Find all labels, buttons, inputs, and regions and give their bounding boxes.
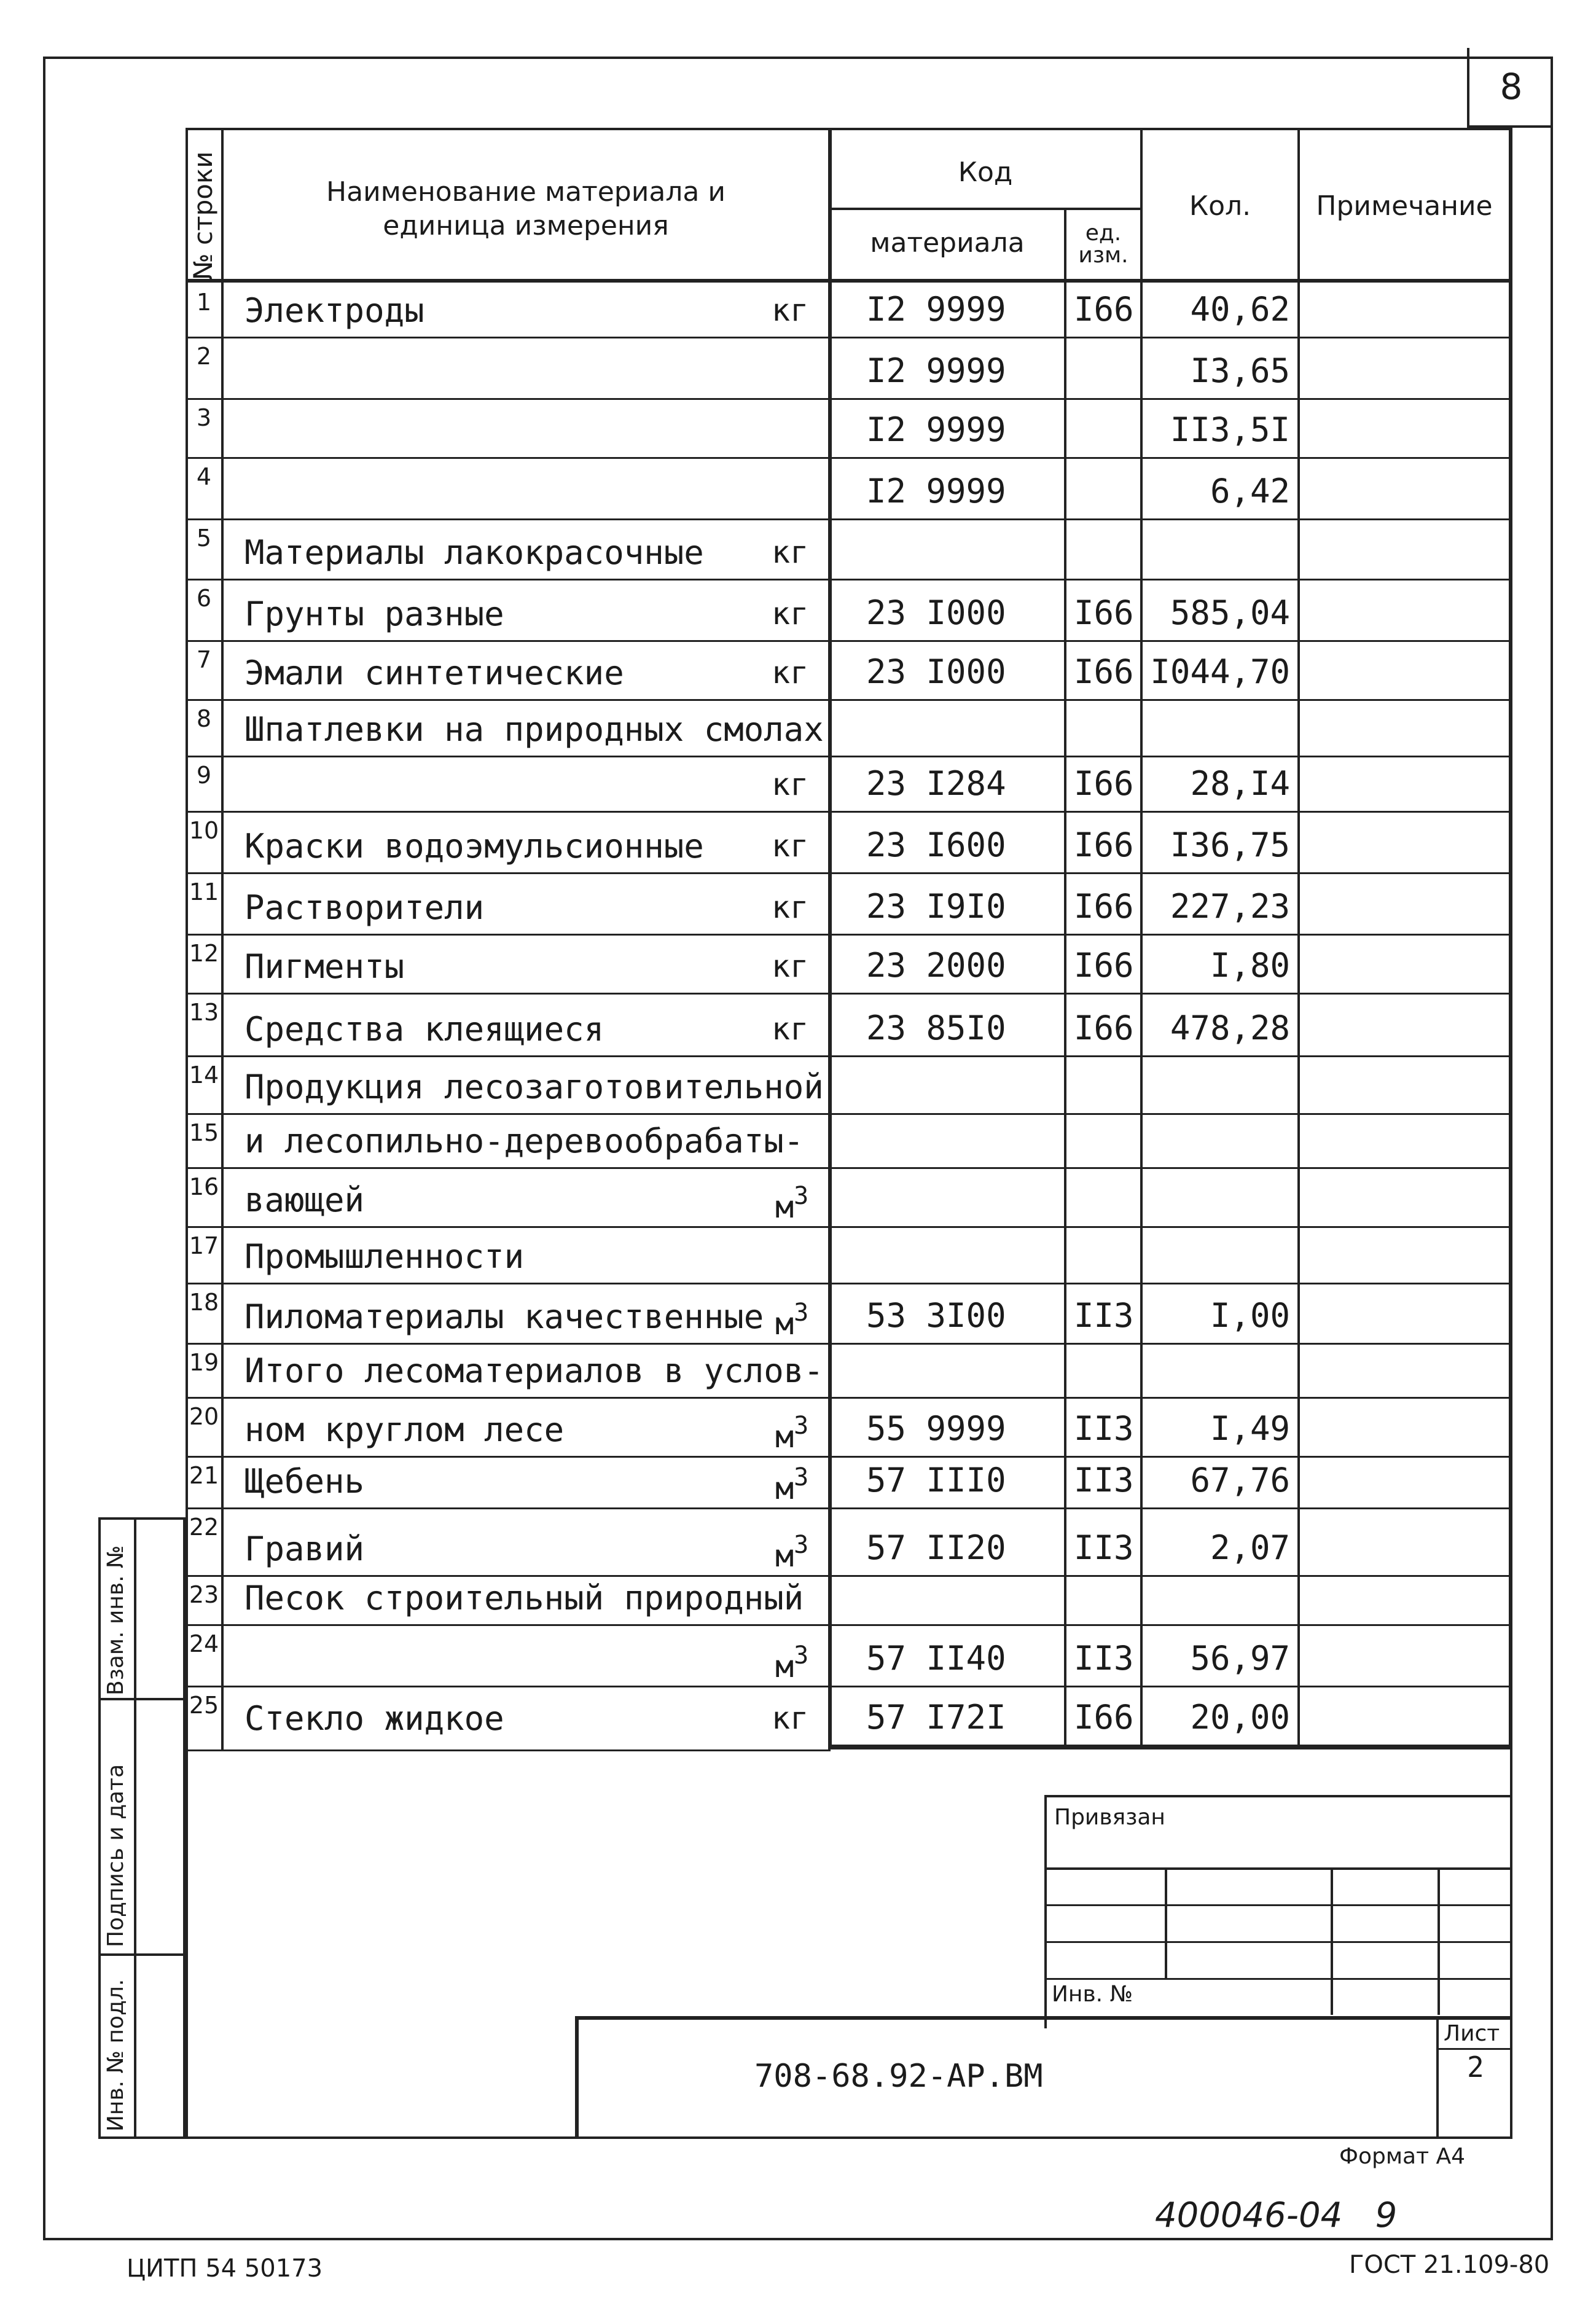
unit-of-measure (775, 1641, 808, 1684)
quantity: I,00 (1210, 1296, 1290, 1335)
quantity: 227,23 (1170, 887, 1290, 926)
row-number: 23 (189, 1581, 219, 1608)
unit-code: I66 (1074, 1698, 1134, 1737)
row-number: 15 (189, 1119, 219, 1146)
table-row (186, 1625, 1512, 1687)
quantity: I,49 (1210, 1409, 1290, 1448)
footer-left: ЦИТП 54 50173 (127, 2254, 323, 2283)
unit-text: кг (772, 292, 809, 328)
handwritten-number: 400046-04 9 (1155, 2195, 1398, 2235)
unit-text: кг (772, 948, 809, 984)
row-number: 13 (189, 999, 219, 1026)
row-number: 18 (189, 1289, 219, 1316)
row-number: 17 (189, 1232, 219, 1259)
material-name: Песок строительный природный (244, 1579, 804, 1617)
row-number: 10 (189, 817, 219, 844)
unit-code: I66 (1074, 946, 1134, 985)
unit-text: м (775, 1419, 794, 1455)
material-name: Гравий (244, 1530, 365, 1568)
unit-superscript: 3 (794, 1299, 809, 1327)
unit-of-measure (772, 534, 808, 570)
unit-of-measure (775, 1299, 808, 1342)
material-code: I2 9999 (866, 351, 1006, 390)
unit-code: II3 (1074, 1296, 1134, 1335)
unit-of-measure (772, 655, 808, 690)
material-code: 53 3I00 (866, 1296, 1006, 1335)
material-code: 23 I600 (866, 826, 1006, 864)
material-code: I2 9999 (866, 472, 1006, 510)
unit-code: I66 (1074, 290, 1134, 329)
row-number: 21 (189, 1462, 219, 1489)
unit-code: I66 (1074, 593, 1134, 632)
quantity: 585,04 (1170, 593, 1290, 632)
footer-right: ГОСТ 21.109-80 (1349, 2251, 1550, 2279)
material-name: Пиломатериалы качественные (244, 1297, 764, 1336)
material-code: I2 9999 (866, 410, 1006, 449)
unit-of-measure (772, 292, 808, 328)
quantity: I3,65 (1190, 351, 1290, 390)
document-code: 708-68.92-АР.ВМ (754, 2058, 1043, 2095)
row-number: 24 (189, 1630, 219, 1657)
unit-text: м (775, 1471, 794, 1506)
material-code: 23 2000 (866, 946, 1006, 985)
row-number: 4 (196, 463, 212, 490)
unit-text: кг (772, 1700, 809, 1736)
row-number: 1 (196, 289, 212, 316)
row-number: 20 (189, 1403, 219, 1430)
unit-text: кг (772, 534, 809, 570)
row-number: 3 (196, 404, 212, 431)
unit-code: II3 (1074, 1639, 1134, 1678)
material-name: ном круглом лесе (244, 1410, 565, 1449)
material-name: вающей (244, 1181, 365, 1219)
material-name: Шпатлевки на природных смолах (244, 710, 824, 749)
unit-of-measure (775, 1412, 808, 1455)
header-name (225, 166, 827, 252)
table-row (186, 458, 1512, 520)
material-code: 57 III0 (866, 1461, 1006, 1499)
material-name: Промышленности (244, 1237, 525, 1276)
material-code: 23 I284 (866, 764, 1006, 803)
unit-superscript: 3 (794, 1463, 809, 1491)
row-number: 19 (189, 1349, 219, 1376)
material-name: Щебень (244, 1462, 365, 1501)
unit-text: кг (772, 889, 809, 925)
row-number: 8 (196, 705, 212, 732)
quantity: 478,28 (1170, 1009, 1290, 1047)
row-number: 9 (196, 762, 212, 789)
material-code: 55 9999 (866, 1409, 1006, 1448)
unit-of-measure (772, 889, 808, 925)
material-name: Пигменты (244, 947, 405, 986)
material-code: 23 I000 (866, 652, 1006, 691)
material-name: Средства клеящиеся (244, 1010, 604, 1049)
quantity: 67,76 (1190, 1461, 1290, 1499)
unit-of-measure (775, 1531, 808, 1574)
unit-text: кг (772, 1011, 809, 1047)
row-number: 22 (189, 1514, 219, 1541)
table-row (186, 1509, 1512, 1576)
header-code-unit-text: ед. изм. (1078, 221, 1129, 268)
unit-code: I66 (1074, 1009, 1134, 1047)
material-name: Итого лесоматериалов в услов- (244, 1351, 824, 1390)
list-value: 2 (1467, 2050, 1484, 2084)
row-number: 6 (196, 585, 212, 612)
row-number: 14 (189, 1061, 219, 1089)
header-code: Код (958, 156, 1013, 188)
material-code: 57 II40 (866, 1639, 1006, 1678)
row-number: 7 (196, 646, 212, 673)
quantity: 28,I4 (1190, 764, 1290, 803)
unit-code: II3 (1074, 1528, 1134, 1567)
quantity: 20,00 (1190, 1698, 1290, 1737)
unit-code: I66 (1074, 764, 1134, 803)
unit-text: кг (772, 596, 809, 631)
material-name: Эмали синтетические (244, 654, 624, 692)
stamp-inv-podl: Инв. № подл. (103, 1979, 128, 2132)
stamp-podpis-data: Подпись и дата (103, 1764, 128, 1947)
unit-superscript: 3 (794, 1412, 809, 1440)
unit-of-measure (775, 1182, 808, 1225)
unit-code: I66 (1074, 826, 1134, 864)
unit-of-measure (772, 948, 808, 984)
row-number: 16 (189, 1173, 219, 1200)
row-number: 2 (196, 343, 212, 370)
table-row (186, 338, 1512, 399)
table-row (186, 1168, 1512, 1227)
quantity: I044,70 (1150, 652, 1290, 691)
unit-text: кг (772, 655, 809, 690)
unit-of-measure (772, 1011, 808, 1047)
row-number: 5 (196, 525, 212, 552)
list-label: Лист (1444, 2021, 1500, 2046)
unit-of-measure (772, 596, 808, 631)
material-name: Растворители (244, 888, 485, 927)
unit-text: м (775, 1649, 794, 1684)
material-name: Электроды (244, 291, 424, 330)
material-name: Стекло жидкое (244, 1699, 504, 1738)
row-number: 12 (189, 940, 219, 967)
quantity: I36,75 (1170, 826, 1290, 864)
table-row (186, 1457, 1512, 1509)
unit-superscript: 3 (794, 1182, 809, 1210)
unit-code: I66 (1074, 652, 1134, 691)
material-name: и лесопильно-деревообрабаты- (244, 1122, 804, 1160)
unit-of-measure (775, 1463, 808, 1506)
unit-text: м (775, 1189, 794, 1225)
material-name: Продукция лесозаготовительной (244, 1068, 824, 1106)
material-code: I2 9999 (866, 290, 1006, 329)
unit-text: кг (772, 828, 809, 864)
quantity: 2,07 (1210, 1528, 1290, 1567)
quantity: 56,97 (1190, 1639, 1290, 1678)
table-row (186, 399, 1512, 458)
privyazan-label: Привязан (1054, 1805, 1165, 1830)
quantity: 6,42 (1210, 472, 1290, 510)
inv-no-label: Инв. № (1052, 1982, 1133, 2007)
material-code: 23 85I0 (866, 1009, 1006, 1047)
row-number: 25 (189, 1692, 219, 1719)
material-name: Краски водоэмульсионные (244, 827, 704, 866)
unit-superscript: 3 (794, 1641, 809, 1670)
header-qty: Кол. (1189, 190, 1251, 222)
unit-text: м (775, 1538, 794, 1574)
header-code-material: материала (870, 227, 1025, 259)
quantity: I,80 (1210, 946, 1290, 985)
unit-of-measure (772, 828, 808, 864)
material-name: Материалы лакокрасочные (244, 533, 704, 572)
format-label: Формат А4 (1339, 2144, 1466, 2169)
unit-text: кг (772, 767, 809, 802)
header-code-unit (1066, 211, 1140, 278)
table-row (186, 757, 1512, 812)
row-number: 11 (189, 878, 219, 905)
material-code: 23 I9I0 (866, 887, 1006, 926)
quantity: II3,5I (1170, 410, 1290, 449)
unit-code: II3 (1074, 1461, 1134, 1499)
unit-code: I66 (1074, 887, 1134, 926)
unit-superscript: 3 (794, 1531, 809, 1559)
header-name-text: Наименование материала и единица измерения (326, 176, 726, 241)
material-code: 23 I000 (866, 593, 1006, 632)
unit-of-measure (772, 1700, 808, 1736)
header-row-number: № строки (188, 151, 218, 280)
quantity: 40,62 (1190, 290, 1290, 329)
unit-text: м (775, 1306, 794, 1342)
material-code: 57 I72I (866, 1698, 1006, 1737)
unit-of-measure (772, 767, 808, 802)
sheet-corner-number: 8 (1467, 48, 1553, 128)
header-note: Примечание (1316, 190, 1493, 222)
material-name: Грунты разные (244, 595, 504, 633)
material-code: 57 II20 (866, 1528, 1006, 1567)
stamp-vzam-inv: Взам. инв. № (103, 1545, 128, 1695)
unit-code: II3 (1074, 1409, 1134, 1448)
